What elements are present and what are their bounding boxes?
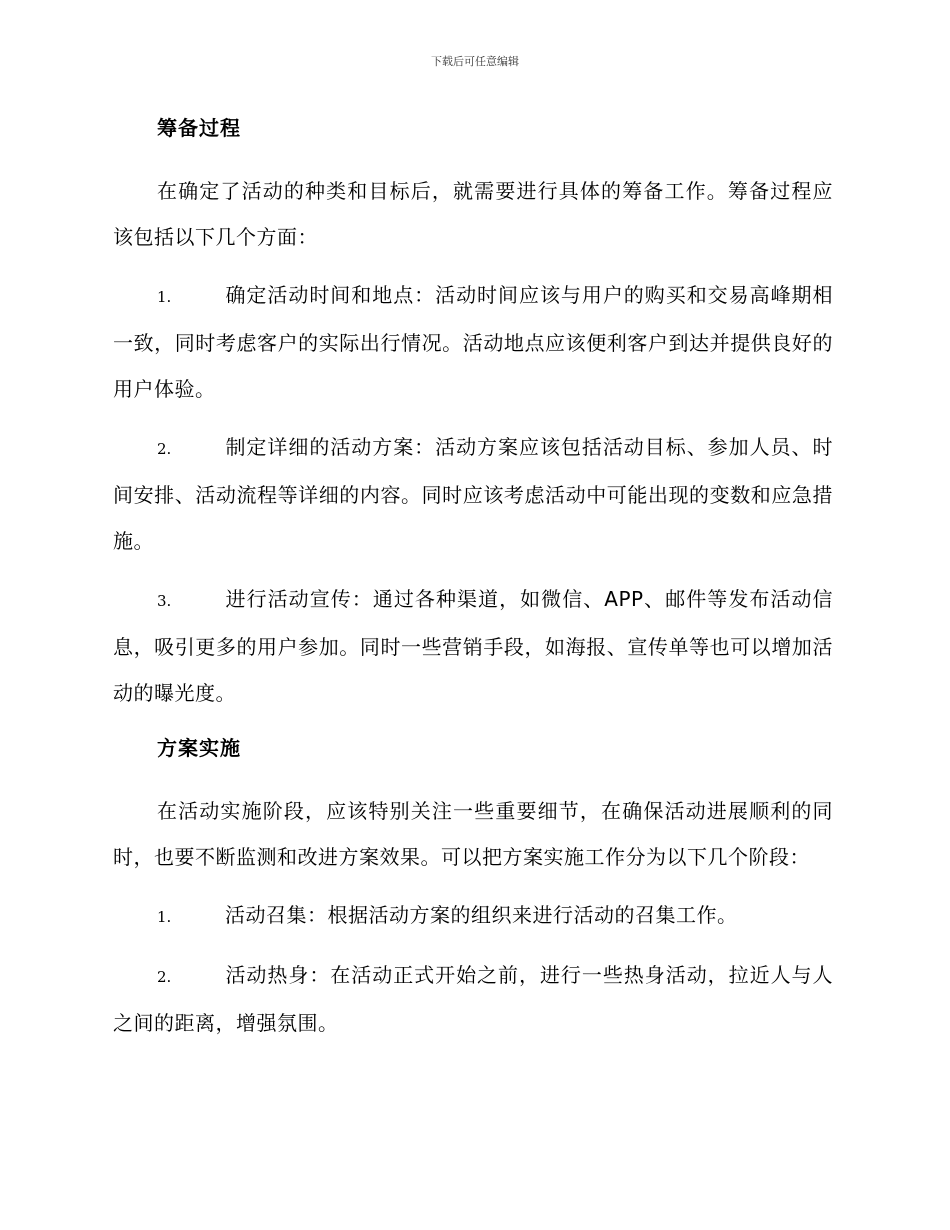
list-item-number: 1. [157,908,172,926]
section-intro-paragraph: 在确定了活动的种类和目标后，就需要进行具体的筹备工作。筹备过程应该包括以下几个方面： [113,179,833,249]
page-header: 下载后可任意编辑 [431,55,519,68]
list-item [113,952,833,1046]
list-item-number: 3. [157,592,172,610]
list-item [113,576,833,716]
list-item-text: 确定活动时间和地点：活动时间应该与用户的购买和交易高峰期相一致，同时考虑客户的实际出行情况。活动地点应该便利客户到达并提供良好的用户体验。 [113,283,833,401]
list-item-text: 进行活动宣传：通过各种渠道，如微信、APP、邮件等发布活动信息，吸引更多的用户参加。同时一些营销手段，如海报、宣传单等也可以增加活动的曝光度。 [113,587,833,705]
section-intro-paragraph: 在活动实施阶段，应该特别关注一些重要细节，在确保活动进展顺利的同时，也要不断监测和改进方案效果。可以把方案实施工作分为以下几个阶段： [113,799,833,869]
list-item-text: 活动召集：根据活动方案的组织来进行活动的召集工作。 [225,903,738,927]
list-item-text: 制定详细的活动方案：活动方案应该包括活动目标、参加人员、时间安排、活动流程等详细的内容。同时应该考虑活动中可能出现的变数和应急措施。 [113,435,833,553]
document-body [113,110,833,1046]
list-item-number: 1. [157,288,172,306]
list-item-number: 2. [157,968,172,986]
section-heading: 方案实施 [157,736,241,760]
list-item-text: 活动热身：在活动正式开始之前，进行一些热身活动，拉近人与人之间的距离，增强氛围。 [113,963,833,1035]
list-item [113,272,833,412]
list-item-number: 2. [157,440,172,458]
list-item [113,424,833,564]
section-heading: 筹备过程 [157,116,241,140]
list-item [113,892,833,940]
